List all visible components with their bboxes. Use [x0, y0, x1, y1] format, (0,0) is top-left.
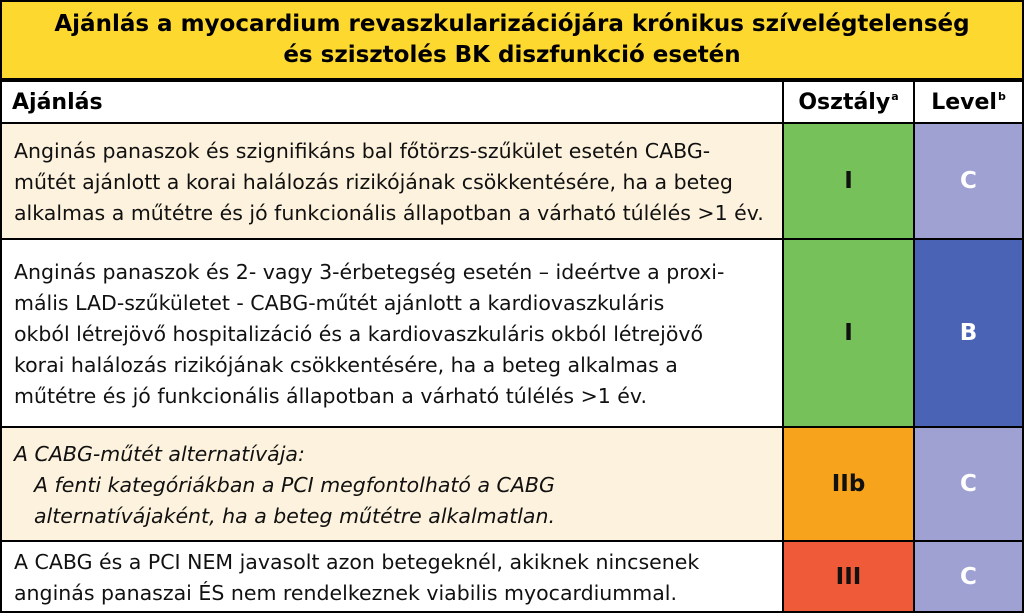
class-badge-4: III: [783, 541, 914, 611]
text-line: okból létrejövő hospitalizáció és a kardiovaszkuláris okból létrejövő: [14, 322, 704, 346]
text-line: Anginás panaszok és 2- vagy 3-érbetegség esetén – ideértve a proxi-: [14, 260, 725, 284]
level-badge-4: C: [914, 541, 1022, 611]
header-class-footnote: a: [891, 90, 899, 104]
header-level-footnote: b: [997, 90, 1006, 104]
text-line: A CABG-műtét alternatívája:: [14, 442, 305, 466]
level-badge-2: B: [914, 239, 1022, 427]
header-level: [914, 81, 1022, 123]
recommendation-text-4: [2, 541, 783, 611]
text-line: műtétre és jó funkcionális állapotban a várható túlélés >1 év.: [14, 384, 647, 408]
level-badge-1: C: [914, 123, 1022, 239]
class-badge-2: I: [783, 239, 914, 427]
text-line: Anginás panaszok és szignifikáns bal főtörzs-szűkület esetén CABG-: [14, 139, 711, 163]
recommendation-text-2: [2, 239, 783, 427]
recommendation-table: [2, 80, 1022, 611]
text-line: mális LAD-szűkületet - CABG-műtét ajánlott a kardiovaszkuláris: [14, 291, 665, 315]
table-title-line-1: Ajánlás a myocardium revaszkularizációjára krónikus szívelégtelenség: [54, 11, 970, 37]
table-row: [2, 541, 1022, 611]
header-level-label: Level: [931, 89, 997, 115]
text-line: A fenti kategóriákban a PCI megfontolható a CABG: [34, 473, 555, 497]
table-row: [2, 123, 1022, 239]
table-row: [2, 239, 1022, 427]
text-line: anginás panaszai ÉS nem rendelkeznek viabilis myocardiummal.: [14, 581, 677, 605]
text-line: alternatívájaként, ha a beteg műtétre alkalmatlan.: [34, 504, 556, 528]
text-line: A CABG és a PCI NEM javasolt azon betegeknél, akiknek nincsenek: [14, 550, 700, 574]
level-badge-3: C: [914, 427, 1022, 541]
text-line: korai halálozás rizikójának csökkentésére, ha a beteg alkalmas a: [14, 353, 678, 377]
header-recommendation: Ajánlás: [2, 81, 783, 123]
class-badge-1: I: [783, 123, 914, 239]
header-class-label: Osztály: [798, 89, 891, 115]
class-badge-3: IIb: [783, 427, 914, 541]
table-row: [2, 427, 1022, 541]
table-title: [2, 2, 1022, 80]
text-line: műtét ajánlott a korai halálozás rizikójának csökkentésére, ha a beteg: [14, 170, 733, 194]
table-title-line-2: és szisztolés BK diszfunkció esetén: [283, 42, 741, 68]
table-header-row: [2, 81, 1022, 123]
recommendation-text-1: [2, 123, 783, 239]
header-class: [783, 81, 914, 123]
recommendation-text-3: [2, 427, 783, 541]
text-line: alkalmas a műtétre és jó funkcionális állapotban a várható túlélés >1 év.: [14, 201, 764, 225]
